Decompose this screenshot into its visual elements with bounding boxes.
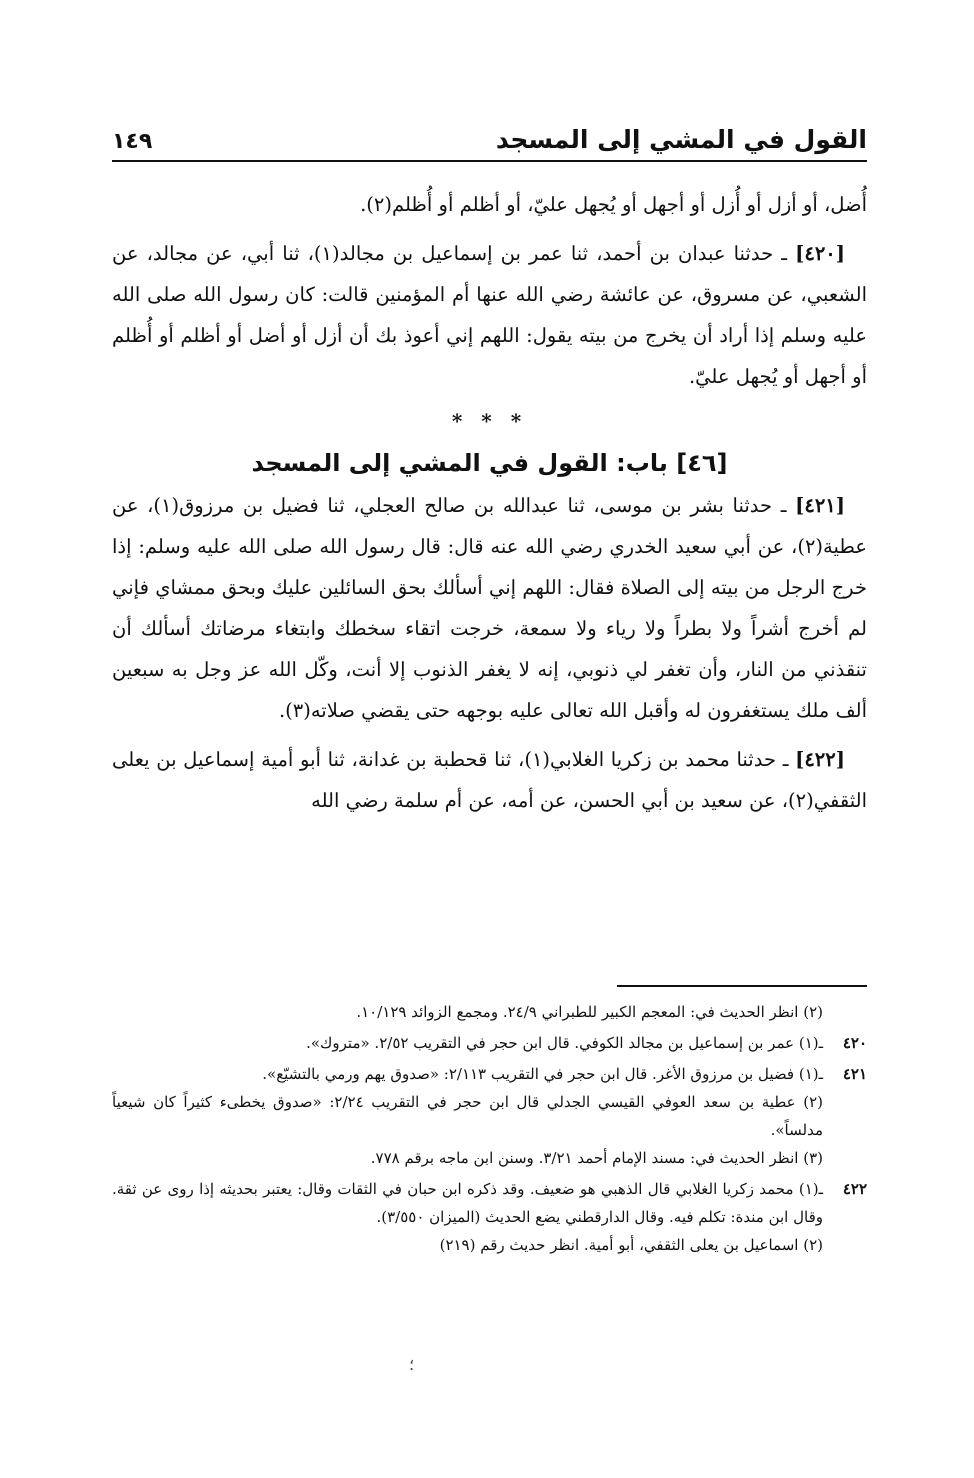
printer-mark: ؛ xyxy=(409,1355,415,1374)
hadith-text: ـ حدثنا عبدان بن أحمد، ثنا عمر بن إسماعيل بن مجالد(١)، ثنا أبي، عن مجالد، عن الشعبي، عن مسروق، عن عائشة رضي الله عنها أم المؤمنين قالت: كان رسول الله صلى الله عليه وسلم إذا أراد أن يخرج من بيته يقول: اللهم إني أعوذ بك أن أزل أو أضل أو أظلم أو أُظلم أو أجهل أو يُجهل عليّ. xyxy=(112,242,867,388)
book-page xyxy=(112,110,867,1460)
running-title: القول في المشي إلى المسجد xyxy=(495,125,867,154)
continuation-paragraph: أُضل، أو أزل أو أُزل أو أجهل أو يُجهل عليّ، أو أظلم أو أُظلم(٢). xyxy=(360,193,867,216)
hadith-421 xyxy=(112,485,867,731)
footnote: (٢) عطية بن سعد العوفي القيسي الجدلي قال ابن حجر في التقريب ٢/٢٤: «صدوق يخطىء كثيراً كان شيعياً مدلساً». xyxy=(112,1093,823,1139)
hadith-text: ـ حدثنا بشر بن موسى، ثنا عبدالله بن صالح العجلي، ثنا فضيل بن مرزوق(١)، عن عطية(٢)، عن أبي سعيد الخدري رضي الله عنه قال: قال رسول الله صلى الله عليه وسلم: إذا خرج الرجل من بيته إلى الصلاة فقال: اللهم إني أسألك بحق السائلين عليك وبحق ممشاي فإني لم أخرج أشراً ولا بطراً ولا رياء ولا سمعة، خرجت اتقاء سخطك وابتغاء مرضاتك أسألك أن تنقذني من النار، وأن تغفر لي ذنوبي، إنه لا يغفر الذنوب إلا أنت، وكّل الله عز وجل به سبعين ألف ملك يستغفرون له وأقبل الله تعالى عليه بوجهه حتى يقضي صلاته(٣). xyxy=(112,494,867,722)
chapter-heading: [٤٦] باب: القول في المشي إلى المسجد xyxy=(251,449,728,477)
hadith-420 xyxy=(112,233,867,397)
footnote-ref: ٤٢١ xyxy=(842,1065,867,1083)
footnote-ref xyxy=(823,998,867,1026)
footnote: (٢) انظر الحديث في: المعجم الكبير للطبراني ٢٤/٩. ومجمع الزوائد ١٠/١٢٩. xyxy=(356,1003,823,1021)
section-separator: * * * xyxy=(451,409,528,433)
page-number: ١٤٩ xyxy=(112,129,153,154)
footnote: ـ(١) عمر بن إسماعيل بن مجالد الكوفي. قال ابن حجر في التقريب ٢/٥٢. «متروك». xyxy=(306,1034,823,1052)
footnote-group-421 xyxy=(112,1060,867,1172)
footnote-group-420 xyxy=(112,1029,867,1057)
hadith-number: [٤٢١] xyxy=(795,494,845,517)
footnote-group-422 xyxy=(112,1175,867,1259)
footnote-ref: ٤٢٠ xyxy=(842,1034,867,1052)
hadith-text: ـ حدثنا محمد بن زكريا الغلابي(١)، ثنا قحطبة بن غدانة، ثنا أبو أمية إسماعيل بن يعلى الثقفي(٢)، عن سعيد بن أبي الحسن، عن أمه، عن أم سلمة رضي الله xyxy=(112,748,867,812)
footnote-ref: ٤٢٢ xyxy=(842,1180,867,1198)
footnote: ـ(١) محمد زكريا الغلابي قال الذهبي هو ضعيف. وقد ذكره ابن حبان في الثقات وقال: يعتبر بحديثه إذا روى عن ثقة. وقال ابن مندة: تكلم فيه. وقال الدارقطني يضع الحديث (الميزان ٣/٥٥٠). xyxy=(112,1180,823,1226)
hadith-number: [٤٢٢] xyxy=(795,748,845,771)
hadith-number: [٤٢٠] xyxy=(795,242,845,265)
footnotes xyxy=(112,998,867,1262)
footnote-group-prev xyxy=(112,998,867,1026)
footnote: (٢) اسماعيل بن يعلى الثقفي، أبو أمية. انظر حديث رقم (٢١٩) xyxy=(439,1236,823,1254)
running-header xyxy=(112,110,867,162)
footnotes-divider xyxy=(617,985,867,987)
footnote: ـ(١) فضيل بن مرزوق الأغر. قال ابن حجر في التقريب ٢/١١٣: «صدوق يهم ورمي بالتشيّع». xyxy=(262,1065,823,1083)
footnote: (٣) انظر الحديث في: مسند الإمام أحمد ٣/٢١. وسنن ابن ماجه برقم ٧٧٨. xyxy=(370,1149,823,1167)
hadith-422 xyxy=(112,739,867,821)
